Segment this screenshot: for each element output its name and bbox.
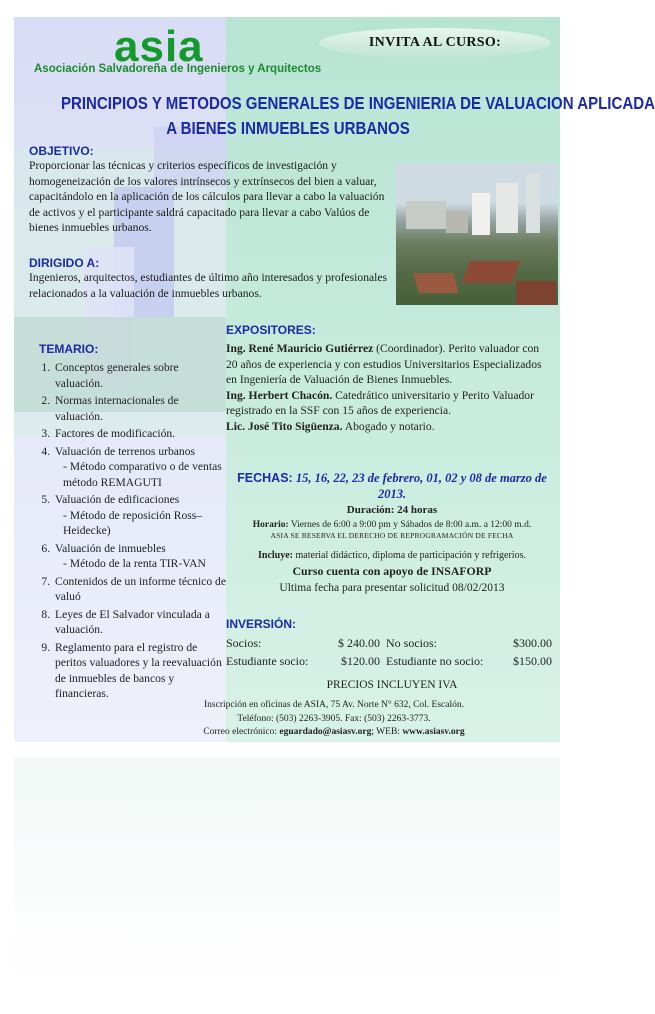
web-link[interactable]: www.asiasv.org [402, 727, 465, 737]
temario-item-title: Valuación de terrenos urbanos [55, 444, 196, 458]
objetivo-text: Proporcionar las técnicas y criterios específicos de investigación y homogeneización de los valores intrínsecos y extrínsecos del bien a valuar, capacitándolo en la aplicación de los cálculos para llevar a cabo la valuación de activos y el participante saldrá capacitado para llevar a cabo Valúos de bienes inmuebles urbanos. [29, 159, 385, 234]
temario-item [53, 444, 229, 491]
expositor-bio: Abogado y notario. [342, 419, 435, 433]
price-label: Estudiante no socio: [386, 654, 484, 668]
email-link[interactable]: eguardado@asiasv.org [279, 727, 372, 737]
inversion-section [226, 617, 554, 670]
price-table [226, 634, 552, 670]
flyer-reflection [14, 758, 560, 1014]
course-flyer [14, 17, 655, 742]
reserva-notice: ASIA SE RESERVA EL DERECHO DE REPROGRAMACIÓN DE FECHA [270, 531, 514, 540]
temario-section [39, 342, 229, 704]
dirigido-text: Ingenieros, arquitectos, estudiantes de último año interesados y profesionales relacionados a la valuación de inmuebles urbanos. [29, 271, 388, 300]
price-row [226, 634, 552, 652]
temario-item [53, 640, 229, 702]
expositor-name: Lic. José Tito Sigüenza. [226, 419, 343, 433]
temario-item [53, 426, 229, 442]
fechas-dates: 15, 16, 22, 23 de febrero, 01, 02 y 08 de marzo de 2013. [292, 471, 547, 501]
price-label: No socios: [386, 636, 437, 650]
expositor-name: Ing. René Mauricio Gutiérrez [226, 342, 374, 355]
email-web-line [134, 726, 534, 740]
contact-info [134, 699, 534, 740]
asia-logo: asia [114, 22, 204, 71]
insaforp-support: Curso cuenta con apoyo de INSAFORP [292, 564, 492, 578]
invite-badge: INVITA AL CURSO: [319, 28, 551, 58]
expositores-section [226, 323, 548, 434]
price-row [226, 652, 552, 670]
temario-item-title: Valuación de edificaciones [55, 493, 180, 506]
reflection-fade [14, 758, 560, 1014]
price-value: $ 240.00 [338, 636, 380, 650]
temario-item [53, 492, 229, 539]
association-name: Asociación Salvadoreña de Ingenieros y Arquitectos [34, 63, 322, 75]
temario-item-title: Normas internacionales de valuación. [55, 394, 179, 423]
phone-line: Teléfono: (503) 2263-3905. Fax: (503) 2263-3773. [237, 713, 431, 724]
temario-item [53, 393, 229, 424]
incluye-label: Incluye: [258, 550, 294, 561]
web-label: ; WEB: [371, 727, 403, 737]
course-title-line1: PRINCIPIOS Y METODOS GENERALES DE INGENIERIA DE VALUACION APLICADA [60, 93, 655, 113]
temario-item-title: Factores de modificación. [55, 427, 176, 440]
horario-label: Horario: [252, 520, 289, 530]
expositores-label: EXPOSITORES: [226, 323, 316, 337]
inversion-label: INVERSIÓN: [226, 617, 297, 631]
temario-item-sub: - Método de reposición Ross– Heidecke) [63, 508, 203, 537]
fechas-section [226, 470, 558, 594]
incluye-text [226, 550, 558, 561]
dirigido-section [29, 256, 394, 301]
duracion-text: Duración: 24 horas [346, 504, 438, 516]
dirigido-label: DIRIGIDO A: [29, 256, 100, 270]
expositor-name: Ing. Herbert Chacón. [226, 388, 333, 402]
temario-item-title: Conceptos generales sobre valuación. [55, 361, 179, 390]
incluye-value: material didáctico, diploma de participación y refrigerios. [293, 550, 526, 561]
temario-list [39, 360, 229, 702]
fechas-heading [226, 470, 558, 502]
objetivo-label: OBJETIVO: [29, 144, 94, 158]
temario-item-title: Reglamento para el registro de peritos valuadores y la reevaluación de inmuebles de bancos y financieras. [55, 640, 222, 700]
temario-item [53, 607, 229, 638]
price-label: Estudiante socio: [226, 654, 309, 668]
course-title [60, 91, 655, 141]
price-value: $300.00 [513, 636, 552, 650]
price-value: $120.00 [341, 654, 380, 668]
price-label: Socios: [226, 636, 262, 650]
price-value: $150.00 [513, 654, 552, 668]
temario-item-sub: - Método comparativo o de ventas método REMAGUTI [63, 460, 222, 489]
expositor-bio: (Coordinador). Perito valuador con 20 años de experiencia y con estudios Universitarios Especializados en Ingeniería de Valuación de Bienes Inmuebles. [226, 342, 542, 386]
objetivo-section [29, 144, 394, 236]
temario-item [53, 541, 229, 572]
temario-item [53, 574, 229, 605]
city-photo [396, 163, 558, 305]
horario-text [226, 520, 558, 530]
horario-value: Viernes de 6:00 a 9:00 pm y Sábados de 8:00 a.m. a 12:00 m.d. [288, 520, 532, 530]
temario-item-title: Leyes de El Salvador vinculada a valuación. [55, 607, 210, 636]
deadline-text: Ultima fecha para presentar solicitud 08/02/2013 [279, 582, 505, 594]
email-label: Correo electrónico: [203, 727, 280, 737]
temario-label: TEMARIO: [39, 342, 99, 356]
temario-item [53, 360, 229, 391]
temario-item-title: Valuación de inmuebles [55, 541, 166, 555]
temario-item-title: Contenidos de un informe técnico de valuó [55, 574, 226, 603]
address-line: Inscripción en oficinas de ASIA, 75 Av. Norte N° 632, Col. Escalón. [204, 700, 464, 710]
course-title-line2: A BIENES INMUEBLES URBANOS [166, 118, 410, 138]
temario-item-sub: - Método de la renta TIR-VAN [63, 557, 206, 570]
fechas-label: FECHAS: [237, 471, 293, 485]
iva-note: PRECIOS INCLUYEN IVA [326, 679, 458, 691]
expositores-text [226, 341, 548, 434]
expositor-bio: Catedrático universitario y Perito Valuador registrado en la SSF con 15 años de experiencia. [226, 388, 534, 417]
